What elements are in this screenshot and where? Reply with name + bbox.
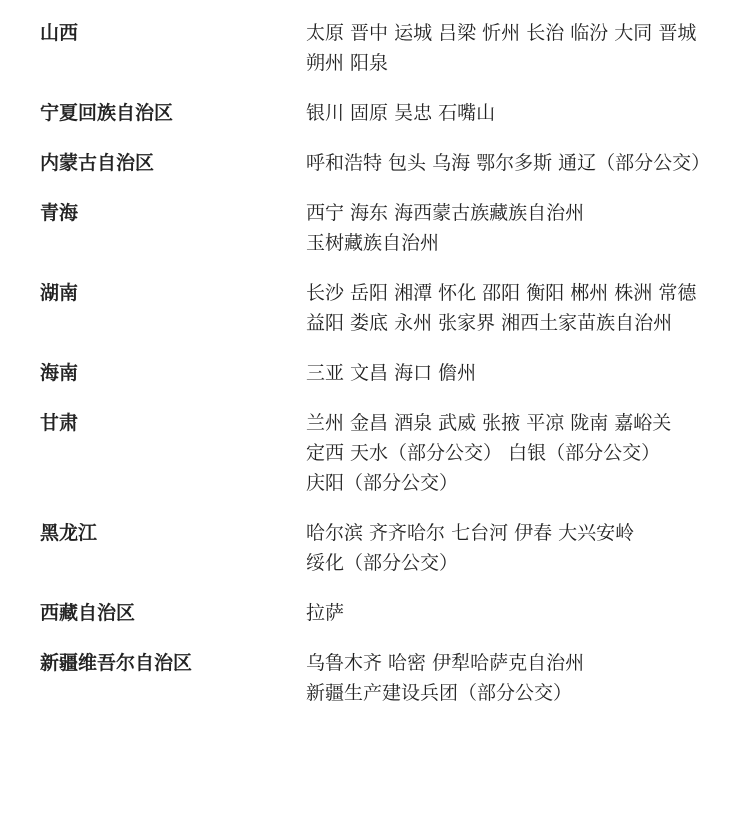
province-name: 山西 [40,22,79,44]
city-list [306,18,696,78]
city-line: 呼和浩特 包头 乌海 鄂尔多斯 通辽（部分公交） [306,152,711,174]
city-line: 玉树藏族自治州 [306,232,440,254]
city-line: 太原 晋中 运城 吕梁 忻州 长治 临汾 大同 晋城 [306,22,697,44]
city-list [306,648,584,708]
city-list [306,598,344,628]
city-line: 三亚 文昌 海口 儋州 [306,362,477,384]
city-line: 新疆生产建设兵团（部分公交） [306,682,573,704]
city-line: 西宁 海东 海西蒙古族藏族自治州 [306,202,585,224]
city-list [306,278,696,338]
province-name: 黑龙江 [40,522,98,544]
city-line: 兰州 金昌 酒泉 武威 张掖 平凉 陇南 嘉峪关 [306,412,672,434]
province-name: 青海 [40,202,79,224]
city-line: 哈尔滨 齐齐哈尔 七台河 伊春 大兴安岭 [306,522,635,544]
province-name: 新疆维吾尔自治区 [40,652,193,674]
city-list [306,358,476,388]
city-line: 朔州 阳泉 [306,52,389,74]
city-line: 庆阳（部分公交） [306,472,459,494]
city-line: 乌鲁木齐 哈密 伊犁哈萨克自治州 [306,652,585,674]
province-name: 甘肃 [40,412,79,434]
city-list [306,198,584,258]
city-line: 长沙 岳阳 湘潭 怀化 邵阳 衡阳 郴州 株洲 常德 [306,282,697,304]
province-name: 海南 [40,362,79,384]
city-list [306,408,671,498]
city-list [306,518,634,578]
province-name: 湖南 [40,282,79,304]
city-line: 银川 固原 吴忠 石嘴山 [306,102,496,124]
city-list [306,148,710,178]
city-line: 益阳 娄底 永州 张家界 湘西土家苗族自治州 [306,312,673,334]
province-name: 内蒙古自治区 [40,152,155,174]
province-name: 西藏自治区 [40,602,136,624]
city-list [306,98,495,128]
city-line: 绥化（部分公交） [306,552,459,574]
city-line: 定西 天水（部分公交） 白银（部分公交） [306,442,661,464]
province-name: 宁夏回族自治区 [40,102,174,124]
city-line: 拉萨 [306,602,345,624]
